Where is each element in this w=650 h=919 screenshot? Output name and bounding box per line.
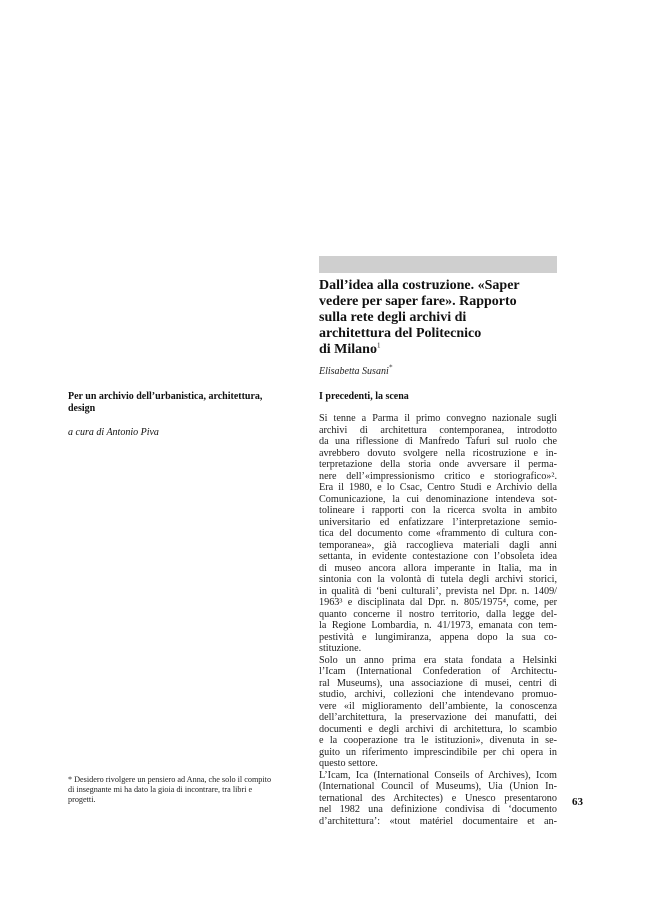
title-line: Dall’idea alla costruzione. «Saper [319,278,520,293]
body-line: d’architettura’: «tout matériel documentaire et an- [319,815,557,827]
footnote-line: * Desidero rivolgere un pensiero ad Anna, che solo il compito [68,775,272,784]
page-number: 63 [572,796,583,808]
article-author [319,363,393,378]
body-line: universitario ed enfatizzare l’interpretazione semio- [319,516,557,528]
section-heading: I precedenti, la scena [319,391,409,402]
body-line: di museo ancora allora imperante in Italia, ma in [319,562,557,574]
body-line: tica del documento come «frammento di cultura con- [319,528,557,539]
body-line: dell’architettura, la preservazione dei manufatti, dei [319,712,557,723]
footnote [68,775,306,805]
body-line: L’Icam, Ica (International Conseils of Archives), Icom [319,769,557,781]
body-line: questo settore. [319,758,378,769]
body-line: pestività e lungimiranza, appena dopo la sua co- [319,631,557,643]
body-line: nere dell’«impressionismo critico e storiografico»². [319,470,557,482]
body-line: avrebbero dovuto svolgere nella ricostruzione e in- [319,447,557,459]
body-line: la Regione Lombardia, n. 41/1973, emanata con tem- [319,620,557,631]
body-line: studio, archivi, collezioni che intendevano promuo- [319,689,557,700]
title-line: di Milano [319,342,377,357]
article-body [319,413,557,827]
body-line: guito un riferimento imprescindibile per chi opera in [319,746,557,758]
title-footnote-mark: 1 [376,341,381,350]
body-line: quanto concerne il nostro territorio, dalla legge del- [319,608,557,620]
author-name: Elisabetta Susani [319,366,389,377]
body-line: tolineare i rapporti con la ricerca svolta in ambito [319,505,557,516]
footnote-line: progetti. [68,795,96,804]
body-line: e la cooperazione tra le istituzioni», divenuta in se- [319,735,557,746]
author-footnote-mark: * [388,363,393,372]
curator-name: Antonio Piva [106,427,159,438]
series-curator [68,427,159,439]
body-line: ternational des Architectes) e Unesco presentarono [319,792,557,804]
body-line: ral Museums), una associazione di musei, centri di [319,677,557,689]
body-line: nel 1982 una definizione condivisa di ‘documento [319,804,557,815]
footnote-line: di insegnante mi ha dato la gioia di incontrare, tra libri e [68,785,253,794]
body-line: archivi di architettura contemporanea, introdotto [319,424,557,436]
body-line: 1963³ e disciplinata dal Dpr. n. 805/1975⁴, come, per [319,597,557,608]
body-line: stituzione. [319,643,362,654]
section-color-bar [319,256,557,273]
body-line: (International Council of Museums), Uia (Union In- [319,781,557,792]
title-line: sulla rete degli archivi di [319,310,467,325]
body-line: settanta, in evidente contestazione con l’obsoleta idea [319,551,557,562]
title-line: vedere per saper fare». Rapporto [319,294,517,309]
body-line: in qualità di ‘beni culturali’, prevista nel Dpr. n. 1409/ [319,585,557,597]
series-title-line: design [68,403,96,414]
series-title [68,391,300,415]
body-line: temporanea», già raccoglieva materiali dagli anni [319,539,557,551]
body-line: Solo un anno prima era stata fondata a Helsinki [319,654,557,666]
body-line: Si tenne a Parma il primo convegno nazionale sugli [319,413,557,424]
body-line: Comunicazione, la cui denominazione intendeva sot- [319,493,557,505]
series-title-line: Per un archivio dell’urbanistica, architettura, [68,391,263,402]
curator-prefix: a cura di [68,427,105,438]
title-line: architettura del Politecnico [319,326,482,341]
article-title [319,278,564,358]
body-line: sintonia con la volontà di tutela degli archivi storici, [319,574,557,585]
body-line: da una riflessione di Manfredo Tafuri sul ruolo che [319,436,557,447]
body-line: terpretazione della storia onde avversare il perma- [319,459,557,470]
body-line: vere «il miglioramento dell’ambiente, la conoscenza [319,700,557,712]
body-line: Era il 1980, e lo Csac, Centro Studi e Archivio della [319,482,557,493]
body-line: l’Icam (International Confederation of Architectu- [319,666,557,677]
body-line: documenti e degli archivi di architettura, lo scambio [319,723,557,735]
